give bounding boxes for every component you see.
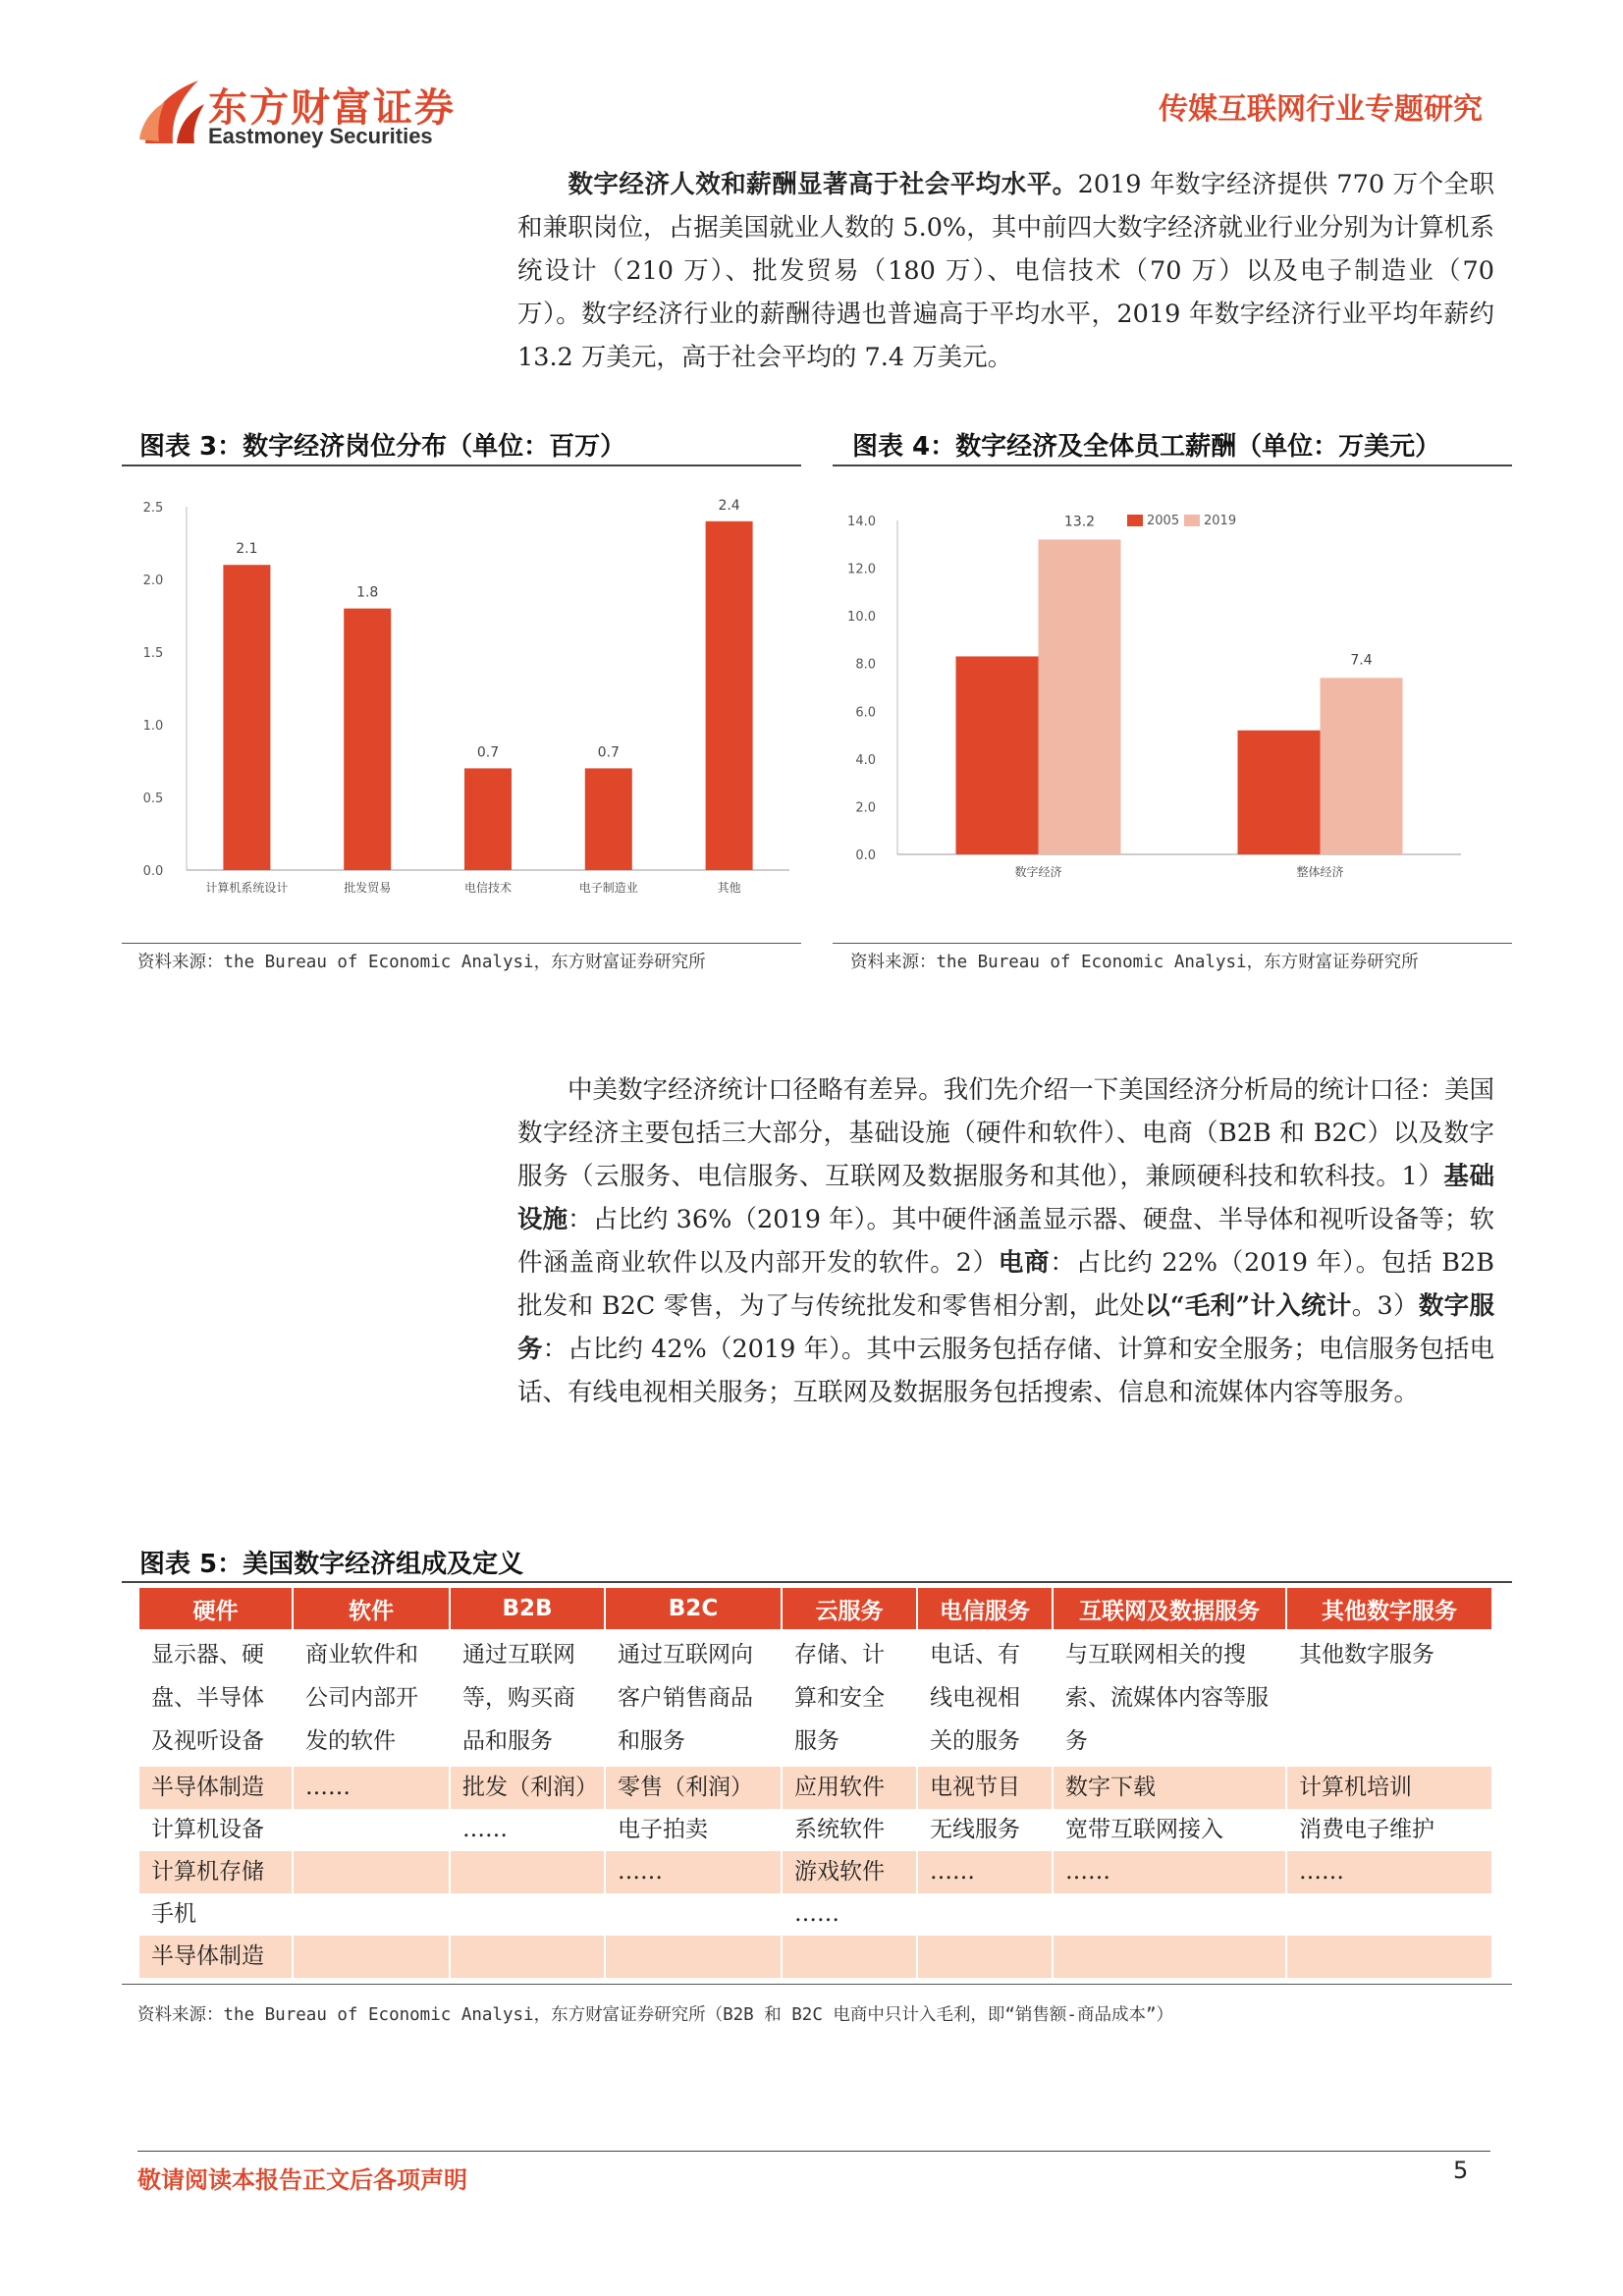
table5-cell: 手机: [138, 1893, 293, 1936]
chart3-data-label: 2.1: [236, 541, 258, 558]
chart4-bar-2019: [1321, 678, 1403, 854]
p2-bold-gross-profit: 以“毛利”计入统计: [1145, 1291, 1352, 1321]
figure3-chart: [122, 491, 801, 913]
chart3-data-label: 0.7: [597, 744, 620, 761]
table5-cell: [1286, 1893, 1491, 1936]
footer-disclaimer: 敬请阅读本报告正文后各项声明: [137, 2166, 467, 2194]
table5-cell: 计算机存储: [138, 1851, 293, 1893]
p2-bold-infrastructure: 基础设施: [517, 1162, 1494, 1234]
table5-source: 资料来源：the Bureau of Economic Analysi，东方财富证券研究所（B2B 和 B2C 电商中只计入毛利，即“销售额-商品成本”）: [137, 2005, 1174, 2025]
paragraph-salary: [517, 163, 1494, 379]
table5-header-cell: 软件: [293, 1588, 450, 1629]
chart3-ytick-label: 1.0: [142, 719, 164, 734]
table5-cell: 半导体制造: [138, 1936, 293, 1978]
table5-bottom-rule: [122, 1984, 1512, 1985]
chart4-bar-2019: [1039, 539, 1121, 854]
table5-cell: 数字下载: [1053, 1767, 1286, 1809]
p2-bold-digital-services: 数字服务: [517, 1291, 1494, 1364]
table5-cell: 显示器、硬盘、半导体及视听设备: [138, 1629, 293, 1767]
table5-cell: [1053, 1893, 1286, 1936]
table5-cell: [293, 1851, 450, 1893]
table5-cell: ……: [1053, 1851, 1286, 1893]
table5-cell: [293, 1893, 450, 1936]
table5-title: 图表 5：美国数字经济组成及定义: [139, 1550, 524, 1579]
table5-cell: 零售（利润）: [605, 1767, 782, 1809]
table5-top-rule: [122, 1581, 1512, 1583]
table5-cell: 与互联网相关的搜索、流媒体内容等服务: [1053, 1629, 1286, 1767]
logo-chinese-name: 东方财富证券: [208, 85, 456, 131]
chart3-bar: [223, 565, 270, 870]
figure3-bottom-rule: [122, 943, 801, 944]
figure4-title: 图表 4：数字经济及全体员工薪酬（单位：万美元）: [852, 432, 1441, 462]
footer-rule: [137, 2151, 1490, 2152]
table5-cell: [1053, 1936, 1286, 1978]
table5-cell: 商业软件和公司内部开发的软件: [293, 1629, 450, 1767]
table5-cell: ……: [605, 1851, 782, 1893]
table5-cell: 无线服务: [917, 1809, 1053, 1851]
chart4-bar-2005: [956, 656, 1039, 854]
chart4-ytick-label: 8.0: [855, 657, 876, 673]
p2-text-3: ：占比约 22%（2019 年）。包括 B2B 批发和 B2C 零售，为了与传统批发和零售相分割，此处: [517, 1248, 1494, 1321]
table5-cell: 半导体制造: [138, 1767, 293, 1809]
figure4-chart: [833, 491, 1512, 913]
table5-cell: [1286, 1936, 1491, 1978]
chart3-data-label: 0.7: [476, 744, 500, 761]
table5-cell: ……: [1286, 1851, 1491, 1893]
chart3-category-label: 电子制造业: [578, 881, 638, 895]
table5-cell: 其他数字服务: [1286, 1629, 1491, 1767]
legend-swatch-2005: [1127, 515, 1143, 526]
table5-cell: ……: [782, 1893, 917, 1936]
table5-cell: 游戏软件: [782, 1851, 917, 1893]
chart4-ytick-label: 4.0: [855, 752, 876, 768]
legend-swatch-2019: [1184, 515, 1200, 526]
p2-text-4: 。3）: [1351, 1291, 1419, 1321]
chart3-ytick-label: 2.5: [142, 501, 164, 516]
chart4-ytick-label: 14.0: [847, 515, 876, 529]
chart3-bar: [344, 609, 391, 870]
company-logo-icon: [137, 75, 208, 149]
table5-cell: 通过互联网等，购买商品和服务: [450, 1629, 605, 1767]
table5-cell: 电子拍卖: [605, 1809, 782, 1851]
chart3-ytick-label: 0.0: [142, 864, 164, 879]
chart3-category-label: 批发贸易: [344, 881, 392, 895]
table5-cell: 电视节目: [917, 1767, 1053, 1809]
figure4-bottom-rule: [833, 943, 1512, 944]
table5-header-cell: B2B: [450, 1588, 605, 1629]
chart4-category-label: 整体经济: [1296, 865, 1344, 879]
chart4-ytick-label: 2.0: [855, 800, 876, 816]
chart3-bar: [464, 768, 512, 870]
table5-row: [138, 1767, 1491, 1809]
legend-label-2019: 2019: [1204, 514, 1237, 528]
p2-text-5: ：占比约 42%（2019 年）。其中云服务包括存储、计算和安全服务；电信服务包括电话、有线电视相关服务；互联网及数据服务包括搜索、信息和流媒体内容等服务。: [517, 1335, 1494, 1407]
figure4-top-rule: [833, 465, 1512, 466]
table5-header-cell: 互联网及数据服务: [1053, 1588, 1286, 1629]
table5-cell: 系统软件: [782, 1809, 917, 1851]
legend-label-2005: 2005: [1147, 514, 1180, 528]
table5-cell: 批发（利润）: [450, 1767, 605, 1809]
table5-header-cell: 云服务: [782, 1588, 917, 1629]
table5-cell: [450, 1893, 605, 1936]
table5-cell: [782, 1936, 917, 1978]
table5-cell: [605, 1893, 782, 1936]
table5-cell: [917, 1936, 1053, 1978]
figure3-top-rule: [122, 465, 801, 466]
paragraph-salary-body: 2019 年数字经济提供 770 万个全职和兼职岗位，占据美国就业人数的 5.0%，其中前四大数字经济就业行业分别为计算机系统设计（210 万）、批发贸易（180 万）、电信技术（70 万）以及电子制造业（70 万）。数字经济行业的薪酬待遇也普遍高于平均水平，2019 年数字经济行业平均年薪约 13.2 万美元，高于社会平均的 7.4 万美元。: [517, 170, 1494, 372]
table5-cell: ……: [293, 1767, 450, 1809]
chart3-data-label: 2.4: [718, 497, 740, 514]
figure4-source: 资料来源：the Bureau of Economic Analysi，东方财富证券研究所: [850, 953, 1419, 972]
chart3-ytick-label: 0.5: [142, 792, 164, 806]
table5-cell: [293, 1809, 450, 1851]
table5-cell: ……: [450, 1809, 605, 1851]
table5-cell: 计算机培训: [1286, 1767, 1491, 1809]
chart4-ytick-label: 10.0: [847, 610, 876, 626]
logo-english-name: Eastmoney Securities: [208, 124, 433, 148]
table5-cell: [605, 1936, 782, 1978]
table5-header-cell: 其他数字服务: [1286, 1588, 1491, 1629]
table5-cell: 计算机设备: [138, 1809, 293, 1851]
table5-row: [138, 1629, 1491, 1767]
table5-header-cell: 硬件: [138, 1588, 293, 1629]
chart3-ytick-label: 2.0: [142, 574, 164, 588]
chart4-bar-2005: [1238, 731, 1321, 854]
table5-header-cell: B2C: [605, 1588, 782, 1629]
chart3-category-label: 其他: [717, 881, 741, 895]
table5-row: [138, 1893, 1491, 1936]
chart4-category-label: 数字经济: [1014, 865, 1062, 879]
table5-cell: 存储、计算和安全服务: [782, 1629, 917, 1767]
page-number: 5: [1453, 2157, 1469, 2184]
table5-cell: ……: [917, 1851, 1053, 1893]
table5-row: [138, 1851, 1491, 1893]
table5-row: [138, 1809, 1491, 1851]
report-type-title: 传媒互联网行业专题研究: [1159, 92, 1483, 127]
chart3-bar: [706, 521, 753, 870]
paragraph-salary-lead: 数字经济人效和薪酬显著高于社会平均水平。: [568, 170, 1078, 199]
chart4-data-label: 7.4: [1350, 652, 1373, 669]
table5-cell: 应用软件: [782, 1767, 917, 1809]
chart4-ytick-label: 6.0: [855, 705, 876, 721]
p2-bold-ecommerce: 电商: [998, 1248, 1051, 1278]
table5-cell: 消费电子维护: [1286, 1809, 1491, 1851]
p2-text-1: 中美数字经济统计口径略有差异。我们先介绍一下美国经济分析局的统计口径：美国数字经济主要包括三大部分，基础设施（硬件和软件）、电商（B2B 和 B2C）以及数字服务（云服务、电信服务、互联网及数据服务和其他），兼顾硬科技和软科技。1）: [517, 1075, 1494, 1191]
figure3-source: 资料来源：the Bureau of Economic Analysi，东方财富证券研究所: [137, 953, 706, 972]
table5-row: [138, 1936, 1491, 1978]
table5-cell: [450, 1936, 605, 1978]
chart3-ytick-label: 1.5: [142, 646, 164, 661]
chart4-data-label: 13.2: [1063, 514, 1096, 530]
table5: [137, 1588, 1491, 1978]
chart4-ytick-label: 12.0: [847, 562, 876, 577]
table5-header-row: [138, 1588, 1491, 1629]
table5-cell: [293, 1936, 450, 1978]
table5-cell: 宽带互联网接入: [1053, 1809, 1286, 1851]
chart4-ytick-label: 0.0: [855, 848, 876, 863]
chart3-category-label: 计算机系统设计: [205, 881, 289, 895]
table5-header-cell: 电信服务: [917, 1588, 1053, 1629]
figure3-title: 图表 3：数字经济岗位分布（单位：百万）: [139, 432, 626, 462]
chart3-bar: [585, 768, 632, 870]
p2-text-2: ：占比约 36%（2019 年）。其中硬件涵盖显示器、硬盘、半导体和视听设备等；软件涵盖商业软件以及内部开发的软件。2）: [517, 1205, 1494, 1278]
table5-cell: [450, 1851, 605, 1893]
table5-cell: 通过互联网向客户销售商品和服务: [605, 1629, 782, 1767]
chart3-category-label: 电信技术: [463, 881, 513, 895]
table5-cell: 电话、有线电视相关的服务: [917, 1629, 1053, 1767]
table5-cell: [917, 1893, 1053, 1936]
chart3-data-label: 1.8: [356, 584, 379, 601]
paragraph-statistics-scope: [517, 1068, 1494, 1414]
